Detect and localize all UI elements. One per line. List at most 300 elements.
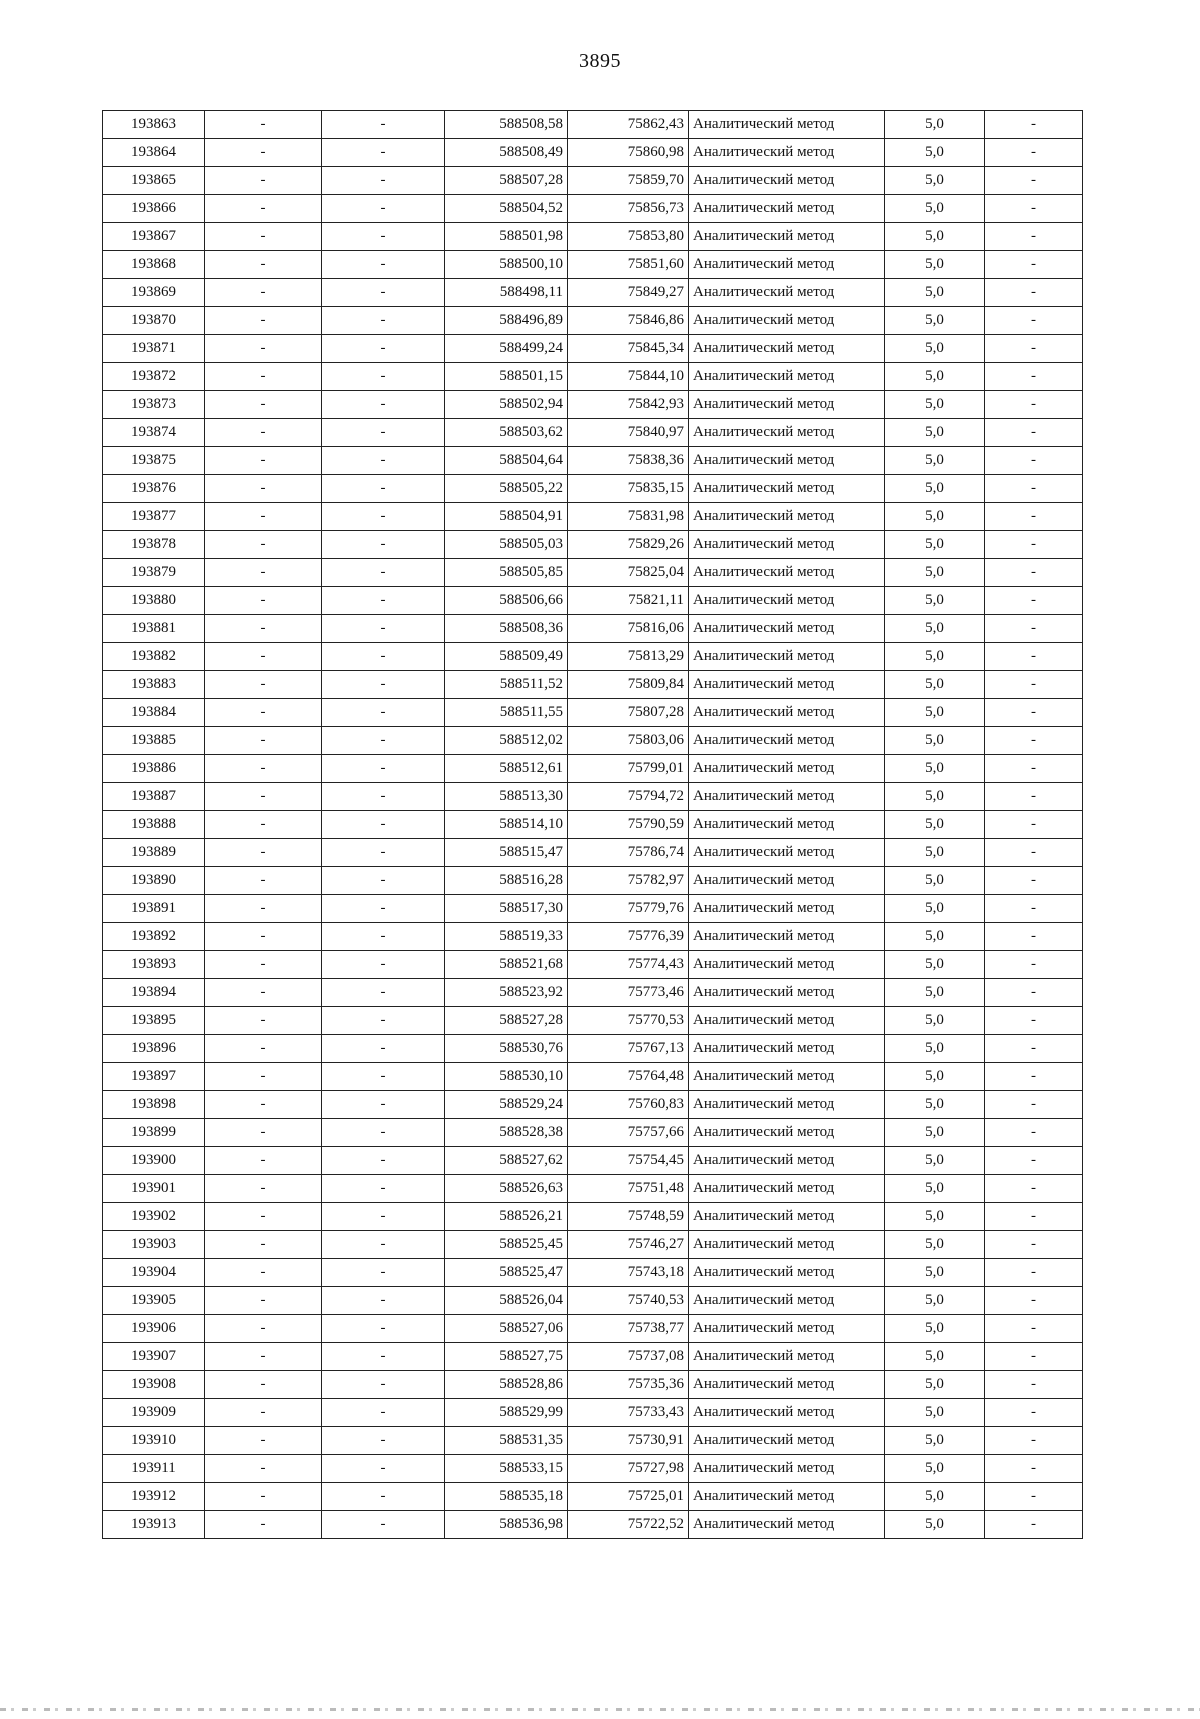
dash-cell: - xyxy=(205,1035,322,1063)
accuracy-cell: 5,0 xyxy=(885,1343,985,1371)
dash-cell: - xyxy=(985,279,1083,307)
method-cell: Аналитический метод xyxy=(689,363,885,391)
y-coordinate-cell: 75770,53 xyxy=(568,1007,689,1035)
method-cell: Аналитический метод xyxy=(689,503,885,531)
method-cell: Аналитический метод xyxy=(689,391,885,419)
dash-cell: - xyxy=(205,643,322,671)
table-row xyxy=(103,1091,1083,1119)
dash-cell: - xyxy=(205,783,322,811)
accuracy-cell: 5,0 xyxy=(885,1091,985,1119)
scan-artifact-line xyxy=(0,1708,1200,1711)
dash-cell: - xyxy=(205,867,322,895)
y-coordinate-cell: 75727,98 xyxy=(568,1455,689,1483)
x-coordinate-cell: 588527,75 xyxy=(445,1343,568,1371)
dash-cell: - xyxy=(205,1259,322,1287)
dash-cell: - xyxy=(322,727,445,755)
point-number-cell: 193869 xyxy=(103,279,205,307)
dash-cell: - xyxy=(205,671,322,699)
dash-cell: - xyxy=(322,447,445,475)
dash-cell: - xyxy=(322,531,445,559)
table-row xyxy=(103,475,1083,503)
dash-cell: - xyxy=(985,951,1083,979)
dash-cell: - xyxy=(985,811,1083,839)
dash-cell: - xyxy=(205,251,322,279)
point-number-cell: 193890 xyxy=(103,867,205,895)
point-number-cell: 193883 xyxy=(103,671,205,699)
dash-cell: - xyxy=(985,1427,1083,1455)
dash-cell: - xyxy=(205,1091,322,1119)
dash-cell: - xyxy=(322,335,445,363)
table-row xyxy=(103,1147,1083,1175)
point-number-cell: 193873 xyxy=(103,391,205,419)
x-coordinate-cell: 588499,24 xyxy=(445,335,568,363)
y-coordinate-cell: 75735,36 xyxy=(568,1371,689,1399)
y-coordinate-cell: 75773,46 xyxy=(568,979,689,1007)
dash-cell: - xyxy=(985,587,1083,615)
method-cell: Аналитический метод xyxy=(689,1455,885,1483)
method-cell: Аналитический метод xyxy=(689,643,885,671)
accuracy-cell: 5,0 xyxy=(885,755,985,783)
dash-cell: - xyxy=(205,559,322,587)
dash-cell: - xyxy=(205,223,322,251)
dash-cell: - xyxy=(322,279,445,307)
y-coordinate-cell: 75774,43 xyxy=(568,951,689,979)
x-coordinate-cell: 588498,11 xyxy=(445,279,568,307)
method-cell: Аналитический метод xyxy=(689,195,885,223)
dash-cell: - xyxy=(205,475,322,503)
x-coordinate-cell: 588506,66 xyxy=(445,587,568,615)
table-row xyxy=(103,447,1083,475)
y-coordinate-cell: 75807,28 xyxy=(568,699,689,727)
accuracy-cell: 5,0 xyxy=(885,1315,985,1343)
table-row xyxy=(103,587,1083,615)
method-cell: Аналитический метод xyxy=(689,1091,885,1119)
x-coordinate-cell: 588501,98 xyxy=(445,223,568,251)
dash-cell: - xyxy=(985,1175,1083,1203)
dash-cell: - xyxy=(205,755,322,783)
point-number-cell: 193891 xyxy=(103,895,205,923)
y-coordinate-cell: 75803,06 xyxy=(568,727,689,755)
dash-cell: - xyxy=(205,447,322,475)
dash-cell: - xyxy=(205,811,322,839)
accuracy-cell: 5,0 xyxy=(885,1203,985,1231)
method-cell: Аналитический метод xyxy=(689,1119,885,1147)
point-number-cell: 193892 xyxy=(103,923,205,951)
x-coordinate-cell: 588536,98 xyxy=(445,1511,568,1539)
y-coordinate-cell: 75853,80 xyxy=(568,223,689,251)
y-coordinate-cell: 75751,48 xyxy=(568,1175,689,1203)
dash-cell: - xyxy=(205,923,322,951)
table-row xyxy=(103,307,1083,335)
table-row xyxy=(103,1343,1083,1371)
dash-cell: - xyxy=(322,1343,445,1371)
y-coordinate-cell: 75764,48 xyxy=(568,1063,689,1091)
y-coordinate-cell: 75760,83 xyxy=(568,1091,689,1119)
point-number-cell: 193864 xyxy=(103,139,205,167)
table-row xyxy=(103,671,1083,699)
method-cell: Аналитический метод xyxy=(689,867,885,895)
dash-cell: - xyxy=(985,335,1083,363)
table-row xyxy=(103,559,1083,587)
y-coordinate-cell: 75844,10 xyxy=(568,363,689,391)
dash-cell: - xyxy=(322,783,445,811)
accuracy-cell: 5,0 xyxy=(885,475,985,503)
x-coordinate-cell: 588529,24 xyxy=(445,1091,568,1119)
method-cell: Аналитический метод xyxy=(689,559,885,587)
y-coordinate-cell: 75846,86 xyxy=(568,307,689,335)
x-coordinate-cell: 588528,38 xyxy=(445,1119,568,1147)
x-coordinate-cell: 588500,10 xyxy=(445,251,568,279)
dash-cell: - xyxy=(322,587,445,615)
accuracy-cell: 5,0 xyxy=(885,895,985,923)
method-cell: Аналитический метод xyxy=(689,587,885,615)
table-row xyxy=(103,811,1083,839)
dash-cell: - xyxy=(985,699,1083,727)
dash-cell: - xyxy=(985,895,1083,923)
method-cell: Аналитический метод xyxy=(689,307,885,335)
accuracy-cell: 5,0 xyxy=(885,279,985,307)
table-row xyxy=(103,1483,1083,1511)
point-number-cell: 193875 xyxy=(103,447,205,475)
x-coordinate-cell: 588525,45 xyxy=(445,1231,568,1259)
x-coordinate-cell: 588501,15 xyxy=(445,363,568,391)
dash-cell: - xyxy=(985,447,1083,475)
accuracy-cell: 5,0 xyxy=(885,1035,985,1063)
y-coordinate-cell: 75831,98 xyxy=(568,503,689,531)
table-row xyxy=(103,1287,1083,1315)
dash-cell: - xyxy=(205,951,322,979)
dash-cell: - xyxy=(322,1455,445,1483)
x-coordinate-cell: 588513,30 xyxy=(445,783,568,811)
method-cell: Аналитический метод xyxy=(689,1175,885,1203)
dash-cell: - xyxy=(985,1063,1083,1091)
dash-cell: - xyxy=(322,1203,445,1231)
y-coordinate-cell: 75790,59 xyxy=(568,811,689,839)
point-number-cell: 193881 xyxy=(103,615,205,643)
point-number-cell: 193876 xyxy=(103,475,205,503)
point-number-cell: 193897 xyxy=(103,1063,205,1091)
dash-cell: - xyxy=(985,251,1083,279)
dash-cell: - xyxy=(322,1147,445,1175)
method-cell: Аналитический метод xyxy=(689,1399,885,1427)
accuracy-cell: 5,0 xyxy=(885,335,985,363)
y-coordinate-cell: 75813,29 xyxy=(568,643,689,671)
x-coordinate-cell: 588528,86 xyxy=(445,1371,568,1399)
dash-cell: - xyxy=(985,419,1083,447)
dash-cell: - xyxy=(985,1287,1083,1315)
x-coordinate-cell: 588530,10 xyxy=(445,1063,568,1091)
x-coordinate-cell: 588525,47 xyxy=(445,1259,568,1287)
table-row xyxy=(103,223,1083,251)
accuracy-cell: 5,0 xyxy=(885,1399,985,1427)
method-cell: Аналитический метод xyxy=(689,783,885,811)
x-coordinate-cell: 588529,99 xyxy=(445,1399,568,1427)
dash-cell: - xyxy=(985,195,1083,223)
point-number-cell: 193885 xyxy=(103,727,205,755)
point-number-cell: 193903 xyxy=(103,1231,205,1259)
accuracy-cell: 5,0 xyxy=(885,867,985,895)
dash-cell: - xyxy=(205,1063,322,1091)
y-coordinate-cell: 75754,45 xyxy=(568,1147,689,1175)
method-cell: Аналитический метод xyxy=(689,279,885,307)
y-coordinate-cell: 75829,26 xyxy=(568,531,689,559)
dash-cell: - xyxy=(985,503,1083,531)
dash-cell: - xyxy=(322,139,445,167)
coordinates-table xyxy=(102,110,1083,1539)
point-number-cell: 193895 xyxy=(103,1007,205,1035)
x-coordinate-cell: 588531,35 xyxy=(445,1427,568,1455)
point-number-cell: 193899 xyxy=(103,1119,205,1147)
point-number-cell: 193905 xyxy=(103,1287,205,1315)
dash-cell: - xyxy=(205,503,322,531)
dash-cell: - xyxy=(205,1007,322,1035)
y-coordinate-cell: 75842,93 xyxy=(568,391,689,419)
dash-cell: - xyxy=(985,167,1083,195)
method-cell: Аналитический метод xyxy=(689,1511,885,1539)
dash-cell: - xyxy=(205,895,322,923)
dash-cell: - xyxy=(322,1063,445,1091)
dash-cell: - xyxy=(322,195,445,223)
table-row xyxy=(103,1119,1083,1147)
dash-cell: - xyxy=(985,1203,1083,1231)
point-number-cell: 193893 xyxy=(103,951,205,979)
dash-cell: - xyxy=(205,1427,322,1455)
table-row xyxy=(103,951,1083,979)
accuracy-cell: 5,0 xyxy=(885,363,985,391)
dash-cell: - xyxy=(205,335,322,363)
point-number-cell: 193900 xyxy=(103,1147,205,1175)
point-number-cell: 193874 xyxy=(103,419,205,447)
point-number-cell: 193880 xyxy=(103,587,205,615)
method-cell: Аналитический метод xyxy=(689,167,885,195)
dash-cell: - xyxy=(985,139,1083,167)
accuracy-cell: 5,0 xyxy=(885,1007,985,1035)
table-row xyxy=(103,1511,1083,1539)
x-coordinate-cell: 588527,28 xyxy=(445,1007,568,1035)
method-cell: Аналитический метод xyxy=(689,1035,885,1063)
dash-cell: - xyxy=(322,1119,445,1147)
dash-cell: - xyxy=(985,1035,1083,1063)
accuracy-cell: 5,0 xyxy=(885,727,985,755)
method-cell: Аналитический метод xyxy=(689,139,885,167)
dash-cell: - xyxy=(985,1091,1083,1119)
dash-cell: - xyxy=(322,1511,445,1539)
dash-cell: - xyxy=(985,643,1083,671)
x-coordinate-cell: 588503,62 xyxy=(445,419,568,447)
dash-cell: - xyxy=(985,783,1083,811)
dash-cell: - xyxy=(205,587,322,615)
dash-cell: - xyxy=(322,643,445,671)
method-cell: Аналитический метод xyxy=(689,755,885,783)
y-coordinate-cell: 75821,11 xyxy=(568,587,689,615)
dash-cell: - xyxy=(985,1371,1083,1399)
accuracy-cell: 5,0 xyxy=(885,1119,985,1147)
table-row xyxy=(103,979,1083,1007)
dash-cell: - xyxy=(322,811,445,839)
method-cell: Аналитический метод xyxy=(689,1427,885,1455)
table-row xyxy=(103,1315,1083,1343)
method-cell: Аналитический метод xyxy=(689,923,885,951)
dash-cell: - xyxy=(985,1455,1083,1483)
table-row xyxy=(103,363,1083,391)
x-coordinate-cell: 588496,89 xyxy=(445,307,568,335)
x-coordinate-cell: 588533,15 xyxy=(445,1455,568,1483)
y-coordinate-cell: 75859,70 xyxy=(568,167,689,195)
dash-cell: - xyxy=(985,979,1083,1007)
x-coordinate-cell: 588507,28 xyxy=(445,167,568,195)
point-number-cell: 193863 xyxy=(103,111,205,139)
dash-cell: - xyxy=(985,531,1083,559)
accuracy-cell: 5,0 xyxy=(885,223,985,251)
dash-cell: - xyxy=(985,1147,1083,1175)
point-number-cell: 193882 xyxy=(103,643,205,671)
x-coordinate-cell: 588526,63 xyxy=(445,1175,568,1203)
dash-cell: - xyxy=(205,167,322,195)
x-coordinate-cell: 588508,49 xyxy=(445,139,568,167)
x-coordinate-cell: 588521,68 xyxy=(445,951,568,979)
dash-cell: - xyxy=(322,1483,445,1511)
table-row xyxy=(103,1203,1083,1231)
y-coordinate-cell: 75809,84 xyxy=(568,671,689,699)
dash-cell: - xyxy=(322,1007,445,1035)
table-body xyxy=(103,111,1083,1539)
y-coordinate-cell: 75746,27 xyxy=(568,1231,689,1259)
point-number-cell: 193913 xyxy=(103,1511,205,1539)
y-coordinate-cell: 75738,77 xyxy=(568,1315,689,1343)
method-cell: Аналитический метод xyxy=(689,111,885,139)
point-number-cell: 193904 xyxy=(103,1259,205,1287)
accuracy-cell: 5,0 xyxy=(885,671,985,699)
x-coordinate-cell: 588516,28 xyxy=(445,867,568,895)
method-cell: Аналитический метод xyxy=(689,895,885,923)
dash-cell: - xyxy=(985,1119,1083,1147)
page-number: 3895 xyxy=(579,50,621,72)
accuracy-cell: 5,0 xyxy=(885,811,985,839)
dash-cell: - xyxy=(205,391,322,419)
table-row xyxy=(103,1427,1083,1455)
point-number-cell: 193867 xyxy=(103,223,205,251)
dash-cell: - xyxy=(985,1315,1083,1343)
dash-cell: - xyxy=(985,1511,1083,1539)
table-row xyxy=(103,1231,1083,1259)
y-coordinate-cell: 75776,39 xyxy=(568,923,689,951)
accuracy-cell: 5,0 xyxy=(885,839,985,867)
y-coordinate-cell: 75794,72 xyxy=(568,783,689,811)
table-row xyxy=(103,503,1083,531)
dash-cell: - xyxy=(322,1259,445,1287)
accuracy-cell: 5,0 xyxy=(885,531,985,559)
x-coordinate-cell: 588514,10 xyxy=(445,811,568,839)
dash-cell: - xyxy=(205,363,322,391)
method-cell: Аналитический метод xyxy=(689,1063,885,1091)
accuracy-cell: 5,0 xyxy=(885,615,985,643)
x-coordinate-cell: 588504,52 xyxy=(445,195,568,223)
dash-cell: - xyxy=(322,1287,445,1315)
dash-cell: - xyxy=(205,979,322,1007)
dash-cell: - xyxy=(985,671,1083,699)
point-number-cell: 193871 xyxy=(103,335,205,363)
x-coordinate-cell: 588511,55 xyxy=(445,699,568,727)
table-row xyxy=(103,195,1083,223)
x-coordinate-cell: 588508,58 xyxy=(445,111,568,139)
y-coordinate-cell: 75748,59 xyxy=(568,1203,689,1231)
table-row xyxy=(103,643,1083,671)
dash-cell: - xyxy=(985,727,1083,755)
dash-cell: - xyxy=(205,111,322,139)
dash-cell: - xyxy=(322,1315,445,1343)
x-coordinate-cell: 588515,47 xyxy=(445,839,568,867)
dash-cell: - xyxy=(985,1399,1083,1427)
dash-cell: - xyxy=(205,1455,322,1483)
accuracy-cell: 5,0 xyxy=(885,643,985,671)
dash-cell: - xyxy=(985,1343,1083,1371)
method-cell: Аналитический метод xyxy=(689,1371,885,1399)
dash-cell: - xyxy=(205,1343,322,1371)
dash-cell: - xyxy=(985,615,1083,643)
dash-cell: - xyxy=(205,1371,322,1399)
method-cell: Аналитический метод xyxy=(689,475,885,503)
point-number-cell: 193908 xyxy=(103,1371,205,1399)
method-cell: Аналитический метод xyxy=(689,531,885,559)
accuracy-cell: 5,0 xyxy=(885,251,985,279)
point-number-cell: 193866 xyxy=(103,195,205,223)
table-row xyxy=(103,867,1083,895)
table-row xyxy=(103,727,1083,755)
accuracy-cell: 5,0 xyxy=(885,1259,985,1287)
accuracy-cell: 5,0 xyxy=(885,167,985,195)
accuracy-cell: 5,0 xyxy=(885,503,985,531)
accuracy-cell: 5,0 xyxy=(885,699,985,727)
dash-cell: - xyxy=(322,615,445,643)
y-coordinate-cell: 75779,76 xyxy=(568,895,689,923)
method-cell: Аналитический метод xyxy=(689,1483,885,1511)
y-coordinate-cell: 75757,66 xyxy=(568,1119,689,1147)
accuracy-cell: 5,0 xyxy=(885,1511,985,1539)
dash-cell: - xyxy=(322,923,445,951)
y-coordinate-cell: 75835,15 xyxy=(568,475,689,503)
method-cell: Аналитический метод xyxy=(689,979,885,1007)
dash-cell: - xyxy=(205,1399,322,1427)
dash-cell: - xyxy=(985,559,1083,587)
dash-cell: - xyxy=(205,615,322,643)
accuracy-cell: 5,0 xyxy=(885,447,985,475)
dash-cell: - xyxy=(205,279,322,307)
method-cell: Аналитический метод xyxy=(689,1007,885,1035)
dash-cell: - xyxy=(985,111,1083,139)
accuracy-cell: 5,0 xyxy=(885,195,985,223)
dash-cell: - xyxy=(322,1091,445,1119)
point-number-cell: 193912 xyxy=(103,1483,205,1511)
dash-cell: - xyxy=(322,475,445,503)
dash-cell: - xyxy=(322,979,445,1007)
accuracy-cell: 5,0 xyxy=(885,783,985,811)
accuracy-cell: 5,0 xyxy=(885,1427,985,1455)
x-coordinate-cell: 588527,06 xyxy=(445,1315,568,1343)
accuracy-cell: 5,0 xyxy=(885,1063,985,1091)
point-number-cell: 193887 xyxy=(103,783,205,811)
x-coordinate-cell: 588526,04 xyxy=(445,1287,568,1315)
point-number-cell: 193894 xyxy=(103,979,205,1007)
accuracy-cell: 5,0 xyxy=(885,1231,985,1259)
dash-cell: - xyxy=(985,391,1083,419)
accuracy-cell: 5,0 xyxy=(885,307,985,335)
y-coordinate-cell: 75737,08 xyxy=(568,1343,689,1371)
x-coordinate-cell: 588509,49 xyxy=(445,643,568,671)
y-coordinate-cell: 75862,43 xyxy=(568,111,689,139)
accuracy-cell: 5,0 xyxy=(885,1147,985,1175)
table-row xyxy=(103,1371,1083,1399)
dash-cell: - xyxy=(322,1035,445,1063)
